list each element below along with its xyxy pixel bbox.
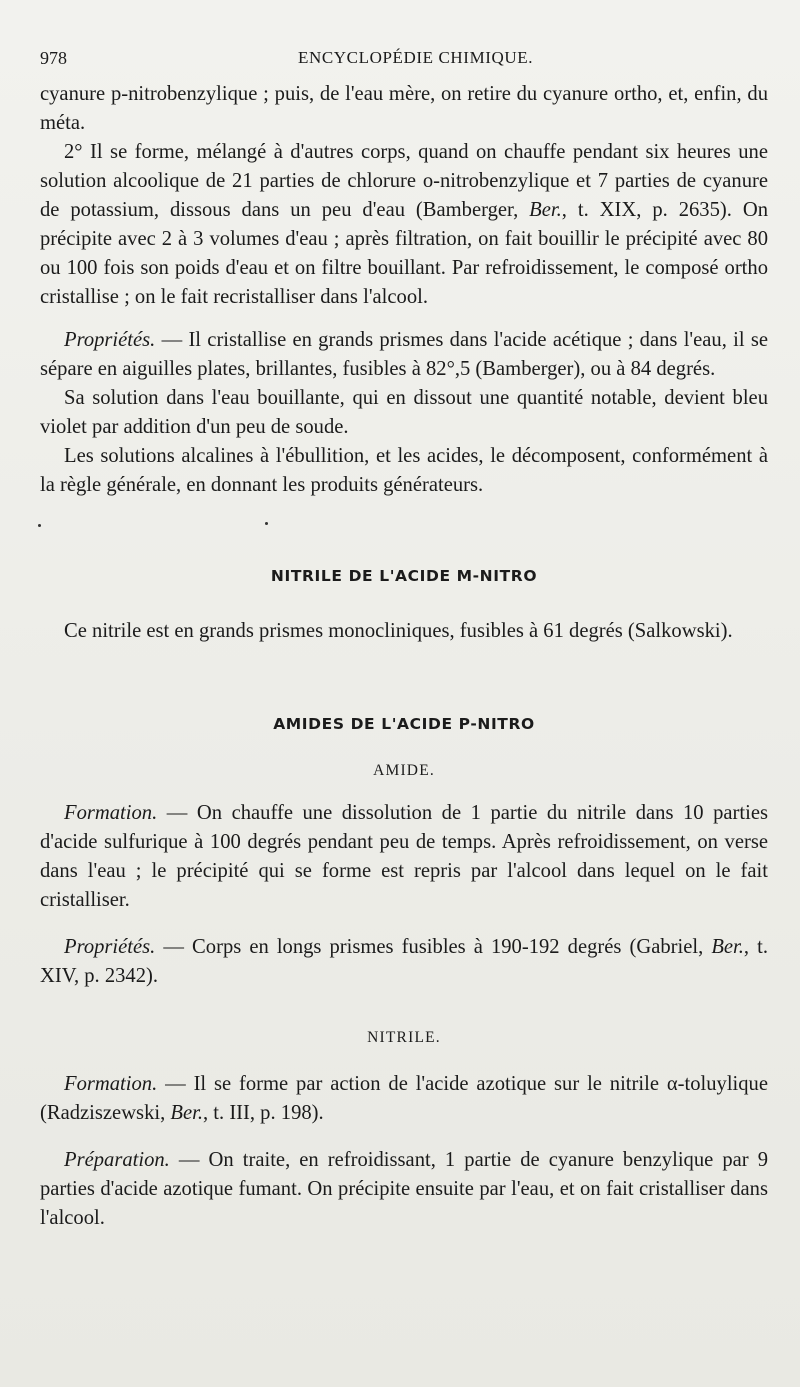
paragraph-preparation-nitrile: Préparation. — On traite, en refroidissant, 1 partie de cyanure benzylique par 9 parties d'acide azotique fumant. On précipite ensuite par l'eau, et on fait cristalliser dans l'alcool. [40,1149,768,1229]
paragraph-formation-amide: Formation. — On chauffe une dissolution de 1 partie du nitrile dans 10 parties d'acide sulfurique à 100 degrés pendant peu de temps. Après refroidissement, on verse dans l'eau ; le précipité qui se forme est repris par l'alcool dans lequel on le fait cristalliser. [40,802,768,911]
paragraph-ortho-continuation: cyanure p-nitrobenzylique ; puis, de l'eau mère, on retire du cyanure ortho, et, enfin, du méta. [40,83,768,134]
section-label: Préparation. [64,1149,170,1171]
paragraph-solution-bleu: Sa solution dans l'eau bouillante, qui en dissout une quantité notable, devient bleu violet par addition d'un peu de soude. [40,387,768,438]
print-speck [265,522,268,525]
citation-ref: Ber. [170,1102,203,1124]
main-text [40,80,768,1233]
citation-ref: Ber. [529,199,562,221]
running-title: ENCYCLOPÉDIE CHIMIQUE. [298,48,534,67]
heading-nitrile-m-nitro: NITRILE DE L'ACIDE M-NITRO [270,567,538,585]
paragraph-formation-nitrile: Formation. — Il se forme par action de l'acide azotique sur le nitrile α-toluylique (Radziszewski, Ber., t. III, p. 198). [40,1073,768,1124]
section-label: Propriétés. [64,936,156,958]
paragraph-preparation-2: 2° Il se forme, mélangé à d'autres corps, quand on chauffe pendant six heures une solution alcoolique de 21 parties de chlorure o-nitrobenzylique et 7 parties de cyanure de potassium, dissous dans un peu d'eau (Bamberger, Ber., t. XIX, p. 2635). On précipite avec 2 à 3 volumes d'eau ; après filtration, on fait bouillir le précipité avec 80 ou 100 fois son poids d'eau et on filtre bouillant. Par refroidissement, le composé ortho cristallise ; on le fait recristalliser dans l'alcool. [40,141,768,308]
paragraph-proprietes-1: Propriétés. — Il cristallise en grands prismes dans l'acide acétique ; dans l'eau, il se sépare en aiguilles plates, brillantes, fusibles à 82°,5 (Bamberger), ou à 84 degrés. [40,329,768,380]
subheading-amide: AMIDE. [373,762,435,779]
section-label: Formation. [64,802,158,824]
page-header [40,48,770,72]
subheading-nitrile: NITRILE. [367,1029,441,1046]
paragraph-proprietes-amide: Propriétés. — Corps en longs prismes fusibles à 190-192 degrés (Gabriel, Ber., t. XIV, p. 2342). [40,936,769,987]
section-label: Formation. [64,1073,158,1095]
section-label: Propriétés. [64,329,156,351]
heading-amides-p-nitro: AMIDES DE L'ACIDE P-NITRO [273,715,535,733]
print-speck [38,524,41,527]
page-number: 978 [40,48,67,68]
paragraph-solutions-alcalines: Les solutions alcalines à l'ébullition, et les acides, le décomposent, conformément à la règle générale, en donnant les produits générateurs. [40,445,768,496]
paragraph-nitrile-m-nitro: Ce nitrile est en grands prismes monocliniques, fusibles à 61 degrés (Salkowski). [64,620,733,642]
citation-ref: Ber. [711,936,744,958]
